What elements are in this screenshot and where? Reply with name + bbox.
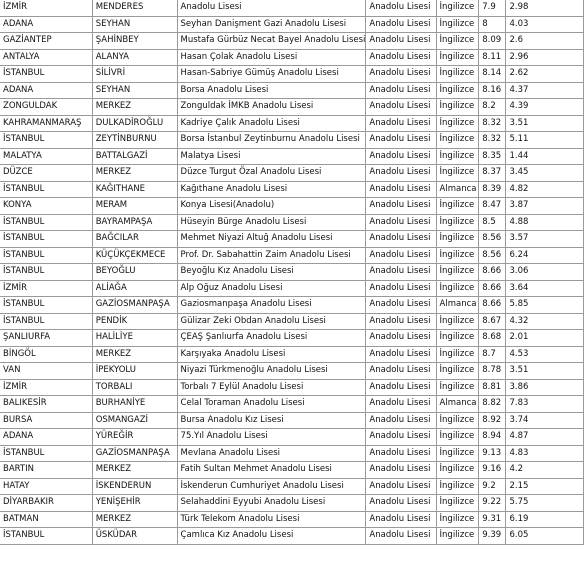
value-cell: 3.06 — [506, 264, 584, 281]
district-cell: YENİŞEHİR — [92, 495, 177, 512]
language-cell: İngilizce — [436, 231, 479, 248]
value-cell: 3.45 — [506, 165, 584, 182]
language-cell: İngilizce — [436, 462, 479, 479]
score-cell: 8.66 — [479, 297, 506, 314]
school-name-cell: Fatih Sultan Mehmet Anadolu Lisesi — [177, 462, 366, 479]
score-cell: 8.56 — [479, 247, 506, 264]
value-cell: 5.85 — [506, 297, 584, 314]
district-cell: MERKEZ — [92, 99, 177, 116]
value-cell: 5.75 — [506, 495, 584, 512]
score-cell: 8.78 — [479, 363, 506, 380]
score-cell: 8.39 — [479, 181, 506, 198]
school-type-cell: Anadolu Lisesi — [366, 132, 436, 149]
school-type-cell: Anadolu Lisesi — [366, 181, 436, 198]
district-cell: HALİLİYE — [92, 330, 177, 347]
language-cell: İngilizce — [436, 429, 479, 446]
language-cell: İngilizce — [436, 511, 479, 528]
language-cell: İngilizce — [436, 99, 479, 116]
score-cell: 9.39 — [479, 528, 506, 545]
school-name-cell: Celal Toraman Anadolu Lisesi — [177, 396, 366, 413]
table-row — [0, 445, 584, 462]
school-type-cell: Anadolu Lisesi — [366, 231, 436, 248]
school-type-cell: Anadolu Lisesi — [366, 165, 436, 182]
value-cell: 4.2 — [506, 462, 584, 479]
language-cell: İngilizce — [436, 412, 479, 429]
school-type-cell: Anadolu Lisesi — [366, 412, 436, 429]
language-cell: İngilizce — [436, 214, 479, 231]
city-cell: BATMAN — [0, 511, 92, 528]
school-type-cell: Anadolu Lisesi — [366, 16, 436, 33]
city-cell: BURSA — [0, 412, 92, 429]
district-cell: İPEKYOLU — [92, 363, 177, 380]
score-cell: 7.9 — [479, 0, 506, 16]
value-cell: 2.62 — [506, 66, 584, 83]
table-row — [0, 379, 584, 396]
table-row — [0, 363, 584, 380]
score-cell: 8.66 — [479, 264, 506, 281]
table-row — [0, 99, 584, 116]
city-cell: İSTANBUL — [0, 132, 92, 149]
district-cell: MERAM — [92, 198, 177, 215]
table-row — [0, 231, 584, 248]
district-cell: İSKENDERUN — [92, 478, 177, 495]
score-cell: 8.35 — [479, 148, 506, 165]
table-row — [0, 346, 584, 363]
score-cell: 8.37 — [479, 165, 506, 182]
score-cell: 8.92 — [479, 412, 506, 429]
city-cell: İZMİR — [0, 280, 92, 297]
school-name-cell: Malatya Lisesi — [177, 148, 366, 165]
score-cell: 8.56 — [479, 231, 506, 248]
table-row — [0, 16, 584, 33]
city-cell: ZONGULDAK — [0, 99, 92, 116]
city-cell: ADANA — [0, 16, 92, 33]
score-cell: 8.94 — [479, 429, 506, 446]
table-row — [0, 165, 584, 182]
school-type-cell: Anadolu Lisesi — [366, 330, 436, 347]
city-cell: ŞANLIURFA — [0, 330, 92, 347]
value-cell: 2.01 — [506, 330, 584, 347]
table-row — [0, 511, 584, 528]
score-cell: 8.32 — [479, 132, 506, 149]
language-cell: Almanca — [436, 396, 479, 413]
language-cell: İngilizce — [436, 82, 479, 99]
value-cell: 4.82 — [506, 181, 584, 198]
city-cell: İSTANBUL — [0, 66, 92, 83]
school-type-cell: Anadolu Lisesi — [366, 511, 436, 528]
score-cell: 8.68 — [479, 330, 506, 347]
value-cell: 2.98 — [506, 0, 584, 16]
table-row — [0, 462, 584, 479]
value-cell: 6.19 — [506, 511, 584, 528]
city-cell: İSTANBUL — [0, 264, 92, 281]
language-cell: İngilizce — [436, 33, 479, 50]
table-row — [0, 297, 584, 314]
value-cell: 6.24 — [506, 247, 584, 264]
value-cell: 4.53 — [506, 346, 584, 363]
school-name-cell: Hüseyin Bürge Anadolu Lisesi — [177, 214, 366, 231]
school-type-cell: Anadolu Lisesi — [366, 478, 436, 495]
table-row — [0, 528, 584, 545]
school-type-cell: Anadolu Lisesi — [366, 379, 436, 396]
district-cell: GAZİOSMANPAŞA — [92, 445, 177, 462]
city-cell: MALATYA — [0, 148, 92, 165]
score-cell: 8.14 — [479, 66, 506, 83]
table-row — [0, 495, 584, 512]
city-cell: DÜZCE — [0, 165, 92, 182]
school-type-cell: Anadolu Lisesi — [366, 346, 436, 363]
value-cell: 4.39 — [506, 99, 584, 116]
table-row — [0, 33, 584, 50]
school-type-cell: Anadolu Lisesi — [366, 148, 436, 165]
language-cell: İngilizce — [436, 132, 479, 149]
city-cell: KONYA — [0, 198, 92, 215]
district-cell: ALANYA — [92, 49, 177, 66]
district-cell: BEYOĞLU — [92, 264, 177, 281]
value-cell: 4.87 — [506, 429, 584, 446]
school-name-cell: Bursa Anadolu Kız Lisesi — [177, 412, 366, 429]
table-row — [0, 214, 584, 231]
school-name-cell: Gaziosmanpaşa Anadolu Lisesi — [177, 297, 366, 314]
school-name-cell: Mehmet Niyazi Altuğ Anadolu Lisesi — [177, 231, 366, 248]
school-type-cell: Anadolu Lisesi — [366, 33, 436, 50]
school-type-cell: Anadolu Lisesi — [366, 363, 436, 380]
school-name-cell: Düzce Turgut Özal Anadolu Lisesi — [177, 165, 366, 182]
city-cell: GAZİANTEP — [0, 33, 92, 50]
city-cell: ADANA — [0, 82, 92, 99]
language-cell: İngilizce — [436, 0, 479, 16]
language-cell: İngilizce — [436, 148, 479, 165]
city-cell: İSTANBUL — [0, 181, 92, 198]
value-cell: 6.05 — [506, 528, 584, 545]
school-type-cell: Anadolu Lisesi — [366, 82, 436, 99]
school-type-cell: Anadolu Lisesi — [366, 429, 436, 446]
score-cell: 8.47 — [479, 198, 506, 215]
district-cell: KÜÇÜKÇEKMECE — [92, 247, 177, 264]
district-cell: BAĞCILAR — [92, 231, 177, 248]
table-row — [0, 66, 584, 83]
school-name-cell: Kağıthane Anadolu Lisesi — [177, 181, 366, 198]
value-cell: 2.15 — [506, 478, 584, 495]
language-cell: İngilizce — [436, 115, 479, 132]
language-cell: Almanca — [436, 181, 479, 198]
table-row — [0, 198, 584, 215]
table-row — [0, 478, 584, 495]
city-cell: İSTANBUL — [0, 445, 92, 462]
district-cell: DULKADİROĞLU — [92, 115, 177, 132]
language-cell: İngilizce — [436, 280, 479, 297]
score-cell: 8.67 — [479, 313, 506, 330]
table-row — [0, 148, 584, 165]
city-cell: ADANA — [0, 429, 92, 446]
city-cell: BALIKESİR — [0, 396, 92, 413]
table-row — [0, 396, 584, 413]
school-type-cell: Anadolu Lisesi — [366, 214, 436, 231]
school-type-cell: Anadolu Lisesi — [366, 445, 436, 462]
school-name-cell: İskenderun Cumhuriyet Anadolu Lisesi — [177, 478, 366, 495]
value-cell: 5.11 — [506, 132, 584, 149]
language-cell: İngilizce — [436, 16, 479, 33]
school-name-cell: Selahaddini Eyyubi Anadolu Lisesi — [177, 495, 366, 512]
school-name-cell: Beyoğlu Kız Anadolu Lisesi — [177, 264, 366, 281]
value-cell: 3.74 — [506, 412, 584, 429]
school-type-cell: Anadolu Lisesi — [366, 396, 436, 413]
city-cell: İSTANBUL — [0, 247, 92, 264]
district-cell: MENDERES — [92, 0, 177, 16]
table-row — [0, 313, 584, 330]
language-cell: İngilizce — [436, 330, 479, 347]
district-cell: TORBALI — [92, 379, 177, 396]
city-cell: İSTANBUL — [0, 313, 92, 330]
value-cell: 1.44 — [506, 148, 584, 165]
value-cell: 2.6 — [506, 33, 584, 50]
city-cell: İZMİR — [0, 379, 92, 396]
score-cell: 9.22 — [479, 495, 506, 512]
value-cell: 4.83 — [506, 445, 584, 462]
school-name-cell: ÇEAŞ Şanlıurfa Anadolu Lisesi — [177, 330, 366, 347]
city-cell: İSTANBUL — [0, 214, 92, 231]
school-name-cell: Torbalı 7 Eylül Anadolu Lisesi — [177, 379, 366, 396]
district-cell: KAĞITHANE — [92, 181, 177, 198]
district-cell: GAZİOSMANPAŞA — [92, 297, 177, 314]
school-type-cell: Anadolu Lisesi — [366, 0, 436, 16]
language-cell: İngilizce — [436, 247, 479, 264]
language-cell: İngilizce — [436, 495, 479, 512]
school-name-cell: Gülizar Zeki Obdan Anadolu Lisesi — [177, 313, 366, 330]
city-cell: VAN — [0, 363, 92, 380]
language-cell: İngilizce — [436, 346, 479, 363]
city-cell: ANTALYA — [0, 49, 92, 66]
language-cell: İngilizce — [436, 363, 479, 380]
table-row — [0, 280, 584, 297]
score-cell: 8 — [479, 16, 506, 33]
score-cell: 8.11 — [479, 49, 506, 66]
table-row — [0, 115, 584, 132]
value-cell: 7.83 — [506, 396, 584, 413]
table-row — [0, 181, 584, 198]
table-row — [0, 429, 584, 446]
school-type-cell: Anadolu Lisesi — [366, 247, 436, 264]
value-cell: 4.88 — [506, 214, 584, 231]
school-name-cell: Seyhan Danişment Gazi Anadolu Lisesi — [177, 16, 366, 33]
school-name-cell: Karşıyaka Anadolu Lisesi — [177, 346, 366, 363]
score-cell: 8.2 — [479, 99, 506, 116]
school-type-cell: Anadolu Lisesi — [366, 313, 436, 330]
score-cell: 8.81 — [479, 379, 506, 396]
language-cell: İngilizce — [436, 445, 479, 462]
district-cell: ŞAHİNBEY — [92, 33, 177, 50]
school-name-cell: Kadriye Çalık Anadolu Lisesi — [177, 115, 366, 132]
language-cell: İngilizce — [436, 379, 479, 396]
district-cell: BURHANİYE — [92, 396, 177, 413]
district-cell: MERKEZ — [92, 165, 177, 182]
value-cell: 2.96 — [506, 49, 584, 66]
school-name-cell: Türk Telekom Anadolu Lisesi — [177, 511, 366, 528]
school-name-cell: Anadolu Lisesi — [177, 0, 366, 16]
school-name-cell: Borsa Anadolu Lisesi — [177, 82, 366, 99]
school-name-cell: Prof. Dr. Sabahattin Zaim Anadolu Lisesi — [177, 247, 366, 264]
school-name-cell: Borsa İstanbul Zeytinburnu Anadolu Lisesi — [177, 132, 366, 149]
school-type-cell: Anadolu Lisesi — [366, 528, 436, 545]
language-cell: İngilizce — [436, 528, 479, 545]
school-type-cell: Anadolu Lisesi — [366, 495, 436, 512]
city-cell: HATAY — [0, 478, 92, 495]
language-cell: İngilizce — [436, 264, 479, 281]
city-cell: KAHRAMANMARAŞ — [0, 115, 92, 132]
school-name-cell: Hasan-Sabriye Gümüş Anadolu Lisesi — [177, 66, 366, 83]
value-cell: 3.64 — [506, 280, 584, 297]
score-cell: 8.82 — [479, 396, 506, 413]
score-cell: 9.13 — [479, 445, 506, 462]
district-cell: PENDİK — [92, 313, 177, 330]
district-cell: YÜREĞİR — [92, 429, 177, 446]
district-cell: ÜSKÜDAR — [92, 528, 177, 545]
school-type-cell: Anadolu Lisesi — [366, 99, 436, 116]
language-cell: İngilizce — [436, 165, 479, 182]
score-cell: 8.7 — [479, 346, 506, 363]
table-row — [0, 264, 584, 281]
school-type-cell: Anadolu Lisesi — [366, 297, 436, 314]
district-cell: SİLİVRİ — [92, 66, 177, 83]
score-cell: 9.16 — [479, 462, 506, 479]
table-row — [0, 82, 584, 99]
table-row — [0, 0, 584, 16]
district-cell: SEYHAN — [92, 82, 177, 99]
table-row — [0, 330, 584, 347]
school-type-cell: Anadolu Lisesi — [366, 264, 436, 281]
city-cell: BARTIN — [0, 462, 92, 479]
score-cell: 9.31 — [479, 511, 506, 528]
value-cell: 3.86 — [506, 379, 584, 396]
value-cell: 3.51 — [506, 115, 584, 132]
school-name-cell: 75.Yıl Anadolu Lisesi — [177, 429, 366, 446]
language-cell: İngilizce — [436, 66, 479, 83]
value-cell: 3.51 — [506, 363, 584, 380]
school-name-cell: Niyazi Türkmenoğlu Anadolu Lisesi — [177, 363, 366, 380]
district-cell: ZEYTİNBURNU — [92, 132, 177, 149]
school-name-cell: Alp Oğuz Anadolu Lisesi — [177, 280, 366, 297]
value-cell: 4.03 — [506, 16, 584, 33]
school-type-cell: Anadolu Lisesi — [366, 66, 436, 83]
school-name-cell: Mustafa Gürbüz Necat Bayel Anadolu Lisesi — [177, 33, 366, 50]
value-cell: 4.37 — [506, 82, 584, 99]
school-name-cell: Çamlıca Kız Anadolu Lisesi — [177, 528, 366, 545]
school-type-cell: Anadolu Lisesi — [366, 49, 436, 66]
city-cell: İSTANBUL — [0, 231, 92, 248]
score-cell: 8.32 — [479, 115, 506, 132]
district-cell: BAYRAMPAŞA — [92, 214, 177, 231]
value-cell: 3.87 — [506, 198, 584, 215]
district-cell: OSMANGAZİ — [92, 412, 177, 429]
district-cell: ALİAĞA — [92, 280, 177, 297]
language-cell: Almanca — [436, 297, 479, 314]
language-cell: İngilizce — [436, 313, 479, 330]
table-row — [0, 132, 584, 149]
district-cell: MERKEZ — [92, 511, 177, 528]
language-cell: İngilizce — [436, 478, 479, 495]
language-cell: İngilizce — [436, 198, 479, 215]
language-cell: İngilizce — [436, 49, 479, 66]
school-type-cell: Anadolu Lisesi — [366, 198, 436, 215]
city-cell: İZMİR — [0, 0, 92, 16]
table-row — [0, 247, 584, 264]
district-cell: MERKEZ — [92, 346, 177, 363]
city-cell: İSTANBUL — [0, 297, 92, 314]
school-type-cell: Anadolu Lisesi — [366, 115, 436, 132]
school-type-cell: Anadolu Lisesi — [366, 280, 436, 297]
value-cell: 3.57 — [506, 231, 584, 248]
table-row — [0, 412, 584, 429]
value-cell: 4.32 — [506, 313, 584, 330]
score-cell: 8.09 — [479, 33, 506, 50]
score-cell: 9.2 — [479, 478, 506, 495]
school-name-cell: Hasan Çolak Anadolu Lisesi — [177, 49, 366, 66]
school-type-cell: Anadolu Lisesi — [366, 462, 436, 479]
city-cell: BİNGÖL — [0, 346, 92, 363]
city-cell: DİYARBAKIR — [0, 495, 92, 512]
district-cell: BATTALGAZİ — [92, 148, 177, 165]
district-cell: MERKEZ — [92, 462, 177, 479]
city-cell: İSTANBUL — [0, 528, 92, 545]
school-name-cell: Mevlana Anadolu Lisesi — [177, 445, 366, 462]
district-cell: SEYHAN — [92, 16, 177, 33]
school-name-cell: Zonguldak İMKB Anadolu Lisesi — [177, 99, 366, 116]
score-cell: 8.16 — [479, 82, 506, 99]
score-cell: 8.5 — [479, 214, 506, 231]
school-name-cell: Konya Lisesi(Anadolu) — [177, 198, 366, 215]
table-row — [0, 49, 584, 66]
score-cell: 8.66 — [479, 280, 506, 297]
